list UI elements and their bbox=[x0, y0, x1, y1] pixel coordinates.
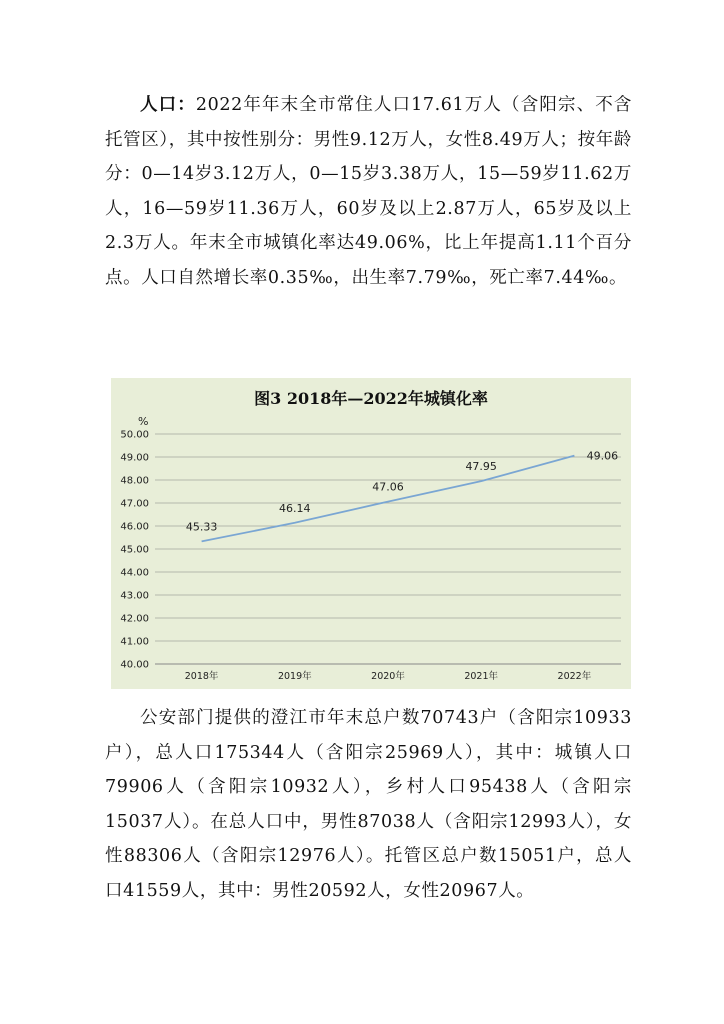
chart-plot bbox=[111, 378, 631, 689]
population-lead: 人口： bbox=[140, 95, 196, 115]
y-tick-label: 40.00 bbox=[120, 659, 149, 671]
y-tick-label: 41.00 bbox=[120, 636, 149, 648]
y-tick-label: 43.00 bbox=[120, 590, 149, 602]
data-label: 45.33 bbox=[185, 520, 218, 534]
x-tick-label: 2019年 bbox=[277, 671, 312, 682]
y-tick-label: 50.00 bbox=[120, 429, 149, 441]
household-text: 公安部门提供的澄江市年末总户数70743户（含阳宗10933户），总人口175344人（含阳宗25969人），其中：城镇人口79906人（含阳宗10932人），乡村人口95438人（含阳宗15037人）。在总人口中，男性87038人（含阳宗12993人），女性88306人（含阳宗12976人）。托管区总户数15051户，总人口41559人，其中：男性20592人，女性20967人。 bbox=[105, 708, 632, 901]
data-label: 49.06 bbox=[586, 449, 619, 463]
x-tick-label: 2021年 bbox=[464, 671, 499, 682]
x-tick-label: 2018年 bbox=[184, 671, 219, 682]
x-tick-label: 2022年 bbox=[557, 671, 592, 682]
y-tick-label: 48.00 bbox=[120, 475, 149, 487]
data-label: 46.14 bbox=[279, 501, 311, 515]
household-paragraph bbox=[105, 701, 632, 908]
population-paragraph bbox=[105, 88, 632, 295]
y-tick-label: 47.00 bbox=[120, 498, 149, 510]
y-tick-label: 49.00 bbox=[120, 452, 149, 464]
chart-title: 图3 2018年—2022年城镇化率 bbox=[254, 389, 488, 408]
y-axis-unit: % bbox=[138, 415, 149, 428]
urbanization-chart bbox=[111, 378, 631, 689]
y-tick-label: 45.00 bbox=[120, 544, 149, 556]
x-tick-label: 2020年 bbox=[371, 671, 405, 682]
series-line bbox=[202, 456, 575, 542]
y-tick-label: 42.00 bbox=[120, 613, 149, 625]
data-label: 47.95 bbox=[465, 460, 497, 474]
data-label: 47.06 bbox=[372, 480, 404, 494]
y-tick-label: 46.00 bbox=[120, 521, 149, 533]
population-text: 2022年年末全市常住人口17.61万人（含阳宗、不含托管区），其中按性别分：男性9.12万人，女性8.49万人；按年龄分：0—14岁3.12万人，0—15岁3.38万人，15—59岁11.62万人，16—59岁11.36万人，60岁及以上2.87万人，65岁及以上2.3万人。年末全市城镇化率达49.06%，比上年提高1.11个百分点。人口自然增长率0.35‰，出生率7.79‰，死亡率7.44‰。 bbox=[105, 95, 632, 288]
y-tick-label: 44.00 bbox=[120, 567, 149, 579]
